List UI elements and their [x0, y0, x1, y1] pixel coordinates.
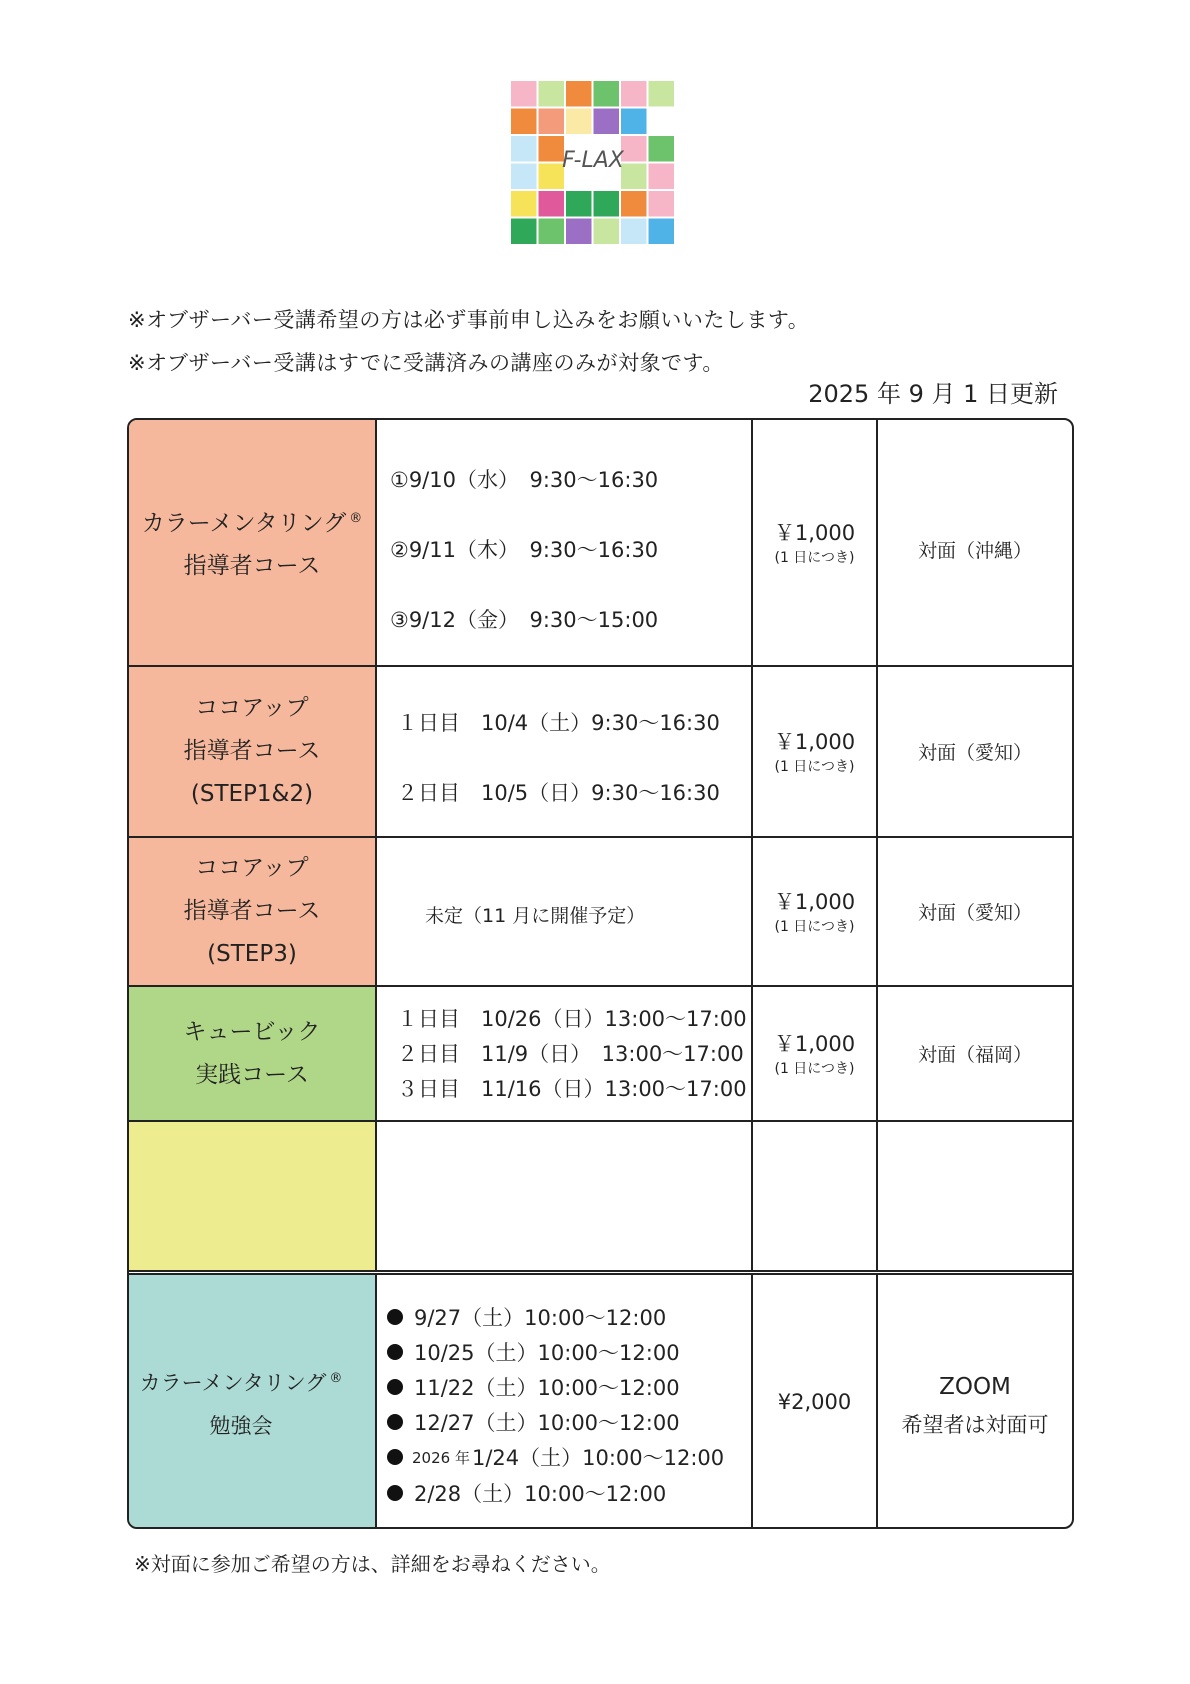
logo-tile	[539, 191, 565, 217]
logo-tile	[539, 136, 565, 162]
bullet-icon	[387, 1485, 403, 1501]
session-date: ３日目 11/16（日）13:00〜17:00	[397, 1077, 747, 1101]
logo-tile	[511, 191, 537, 217]
logo-text: F-LAX	[562, 148, 624, 173]
logo-tile	[621, 219, 647, 245]
session-date: ③9/12（金） 9:30〜15:00	[390, 608, 659, 632]
session-date: １日目 10/4（土）9:30〜16:30	[397, 711, 720, 735]
logo-tile	[594, 219, 620, 245]
course-name-cell	[129, 1122, 377, 1270]
logo-tile	[594, 109, 620, 135]
course-name-line: キュービック	[183, 1018, 321, 1045]
notice-observer-eligibility: ※オブザーバー受講はすでに受講済みの講座のみが対象です。	[128, 351, 724, 375]
list-item	[387, 1369, 724, 1404]
bullet-icon	[387, 1449, 403, 1465]
course-name-line: ココアップ	[195, 695, 309, 721]
logo-tile	[566, 109, 592, 135]
flax-logo	[510, 80, 675, 245]
logo-tile	[539, 81, 565, 107]
price-cell	[753, 667, 878, 836]
price-cell	[753, 987, 878, 1120]
session-dates-cell	[377, 667, 753, 836]
table-row	[129, 1270, 1072, 1529]
price: ￥1,000	[773, 889, 856, 914]
logo-tile	[511, 164, 537, 190]
table-row	[129, 1120, 1072, 1270]
price: ￥1,000	[773, 520, 856, 545]
logo-tile	[511, 219, 537, 245]
session-date: 2/28（土）10:00〜12:00	[414, 1481, 667, 1506]
venue: 対面（沖縄）	[917, 540, 1032, 562]
price-note: (1 日につき)	[774, 549, 855, 566]
logo-tile	[649, 219, 675, 245]
logo-tile	[621, 109, 647, 135]
venue: 対面（福岡）	[917, 1044, 1032, 1066]
session-date: 未定（11 月に開催予定）	[425, 905, 646, 927]
session-date: ①9/10（水） 9:30〜16:30	[390, 468, 659, 492]
list-item	[387, 1334, 724, 1369]
logo-tile	[566, 81, 592, 107]
logo-tile	[566, 219, 592, 245]
logo-tile	[511, 109, 537, 135]
logo-tile	[621, 136, 647, 162]
session-date: 9/27（土）10:00〜12:00	[414, 1305, 667, 1330]
bullet-icon	[387, 1379, 403, 1395]
venue: 対面（愛知）	[917, 902, 1032, 924]
logo-tile	[511, 136, 537, 162]
price-cell	[753, 1122, 878, 1270]
bullet-icon	[387, 1309, 403, 1325]
logo-tile	[594, 81, 620, 107]
logo-tile	[539, 219, 565, 245]
price: ￥1,000	[773, 1031, 856, 1056]
venue-note: 希望者は対面可	[901, 1413, 1049, 1437]
logo-tile	[539, 109, 565, 135]
session-date: ２日目 11/9（日） 13:00〜17:00	[397, 1042, 744, 1066]
course-name-line: 指導者コース	[183, 738, 321, 764]
table-row	[129, 985, 1072, 1120]
course-name-line: カラーメンタリング	[141, 510, 347, 537]
logo-tile	[539, 164, 565, 190]
logo-tile	[511, 81, 537, 107]
course-name-line: (STEP3)	[207, 941, 297, 967]
session-year: 2026 年	[412, 1448, 470, 1467]
registered-mark: ®	[349, 510, 363, 526]
course-name-cell	[129, 420, 377, 665]
venue-cell	[878, 667, 1072, 836]
course-name-line: 指導者コース	[183, 898, 321, 924]
price-note: (1 日につき)	[774, 1060, 855, 1077]
table-row	[129, 420, 1072, 665]
list-item	[387, 1475, 724, 1510]
price-cell	[753, 838, 878, 985]
logo-tile	[621, 191, 647, 217]
venue-cell	[878, 1275, 1072, 1529]
session-date: 11/22（土）10:00〜12:00	[414, 1375, 680, 1400]
bullet-icon	[387, 1414, 403, 1430]
venue-cell	[878, 987, 1072, 1120]
session-date: ②9/11（木） 9:30〜16:30	[390, 538, 659, 562]
course-name-line: 勉強会	[209, 1413, 273, 1438]
logo-tile	[621, 164, 647, 190]
venue-cell	[878, 838, 1072, 985]
session-dates-cell	[377, 420, 753, 665]
session-dates-cell	[377, 1122, 753, 1270]
venue-cell	[878, 1122, 1072, 1270]
session-date: ２日目 10/5（日）9:30〜16:30	[397, 781, 720, 805]
logo-tile	[566, 191, 592, 217]
price: ￥1,000	[773, 729, 856, 754]
logo-tile	[649, 136, 675, 162]
session-date: １日目 10/26（日）13:00〜17:00	[397, 1007, 747, 1031]
session-date: 10/25（土）10:00〜12:00	[414, 1340, 680, 1365]
session-date: 12/27（土）10:00〜12:00	[414, 1411, 680, 1436]
list-item	[387, 1299, 724, 1334]
venue: ZOOM	[939, 1374, 1011, 1400]
venue: 対面（愛知）	[917, 742, 1032, 764]
course-name-line: ココアップ	[195, 855, 309, 881]
list-item	[387, 1440, 724, 1475]
course-name-line: (STEP1&2)	[190, 781, 314, 807]
table-row	[129, 665, 1072, 836]
price-cell	[753, 1275, 878, 1529]
logo-tile	[594, 191, 620, 217]
logo-tile	[649, 191, 675, 217]
course-name-line: 指導者コース	[183, 553, 321, 580]
table-row	[129, 836, 1072, 985]
course-name-line: 実践コース	[195, 1061, 309, 1088]
logo-tile	[621, 81, 647, 107]
updated-date: 2025 年 9 月 1 日更新	[808, 380, 1058, 408]
session-date: 1/24（土）10:00〜12:00	[471, 1446, 725, 1471]
price: ¥2,000	[777, 1390, 852, 1414]
course-name-line: カラーメンタリング	[139, 1370, 327, 1395]
notice-advance-application: ※オブザーバー受講希望の方は必ず事前申し込みをお願いいたします。	[128, 308, 810, 332]
price-cell	[753, 420, 878, 665]
session-dates-cell	[377, 1275, 753, 1529]
session-dates-cell	[377, 838, 753, 985]
course-schedule-table	[127, 418, 1074, 1529]
course-name-cell	[129, 1275, 377, 1529]
course-name-cell	[129, 667, 377, 836]
session-dates-cell	[377, 987, 753, 1120]
venue-cell	[878, 420, 1072, 665]
price-note: (1 日につき)	[774, 758, 855, 775]
course-name-cell	[129, 838, 377, 985]
course-name-cell	[129, 987, 377, 1120]
footnote: ※対面に参加ご希望の方は、詳細をお尋ねください。	[134, 1552, 611, 1576]
logo-tile	[649, 109, 675, 135]
bullet-icon	[387, 1344, 403, 1360]
registered-mark: ®	[329, 1370, 343, 1386]
price-note: (1 日につき)	[774, 918, 855, 935]
list-item	[387, 1405, 724, 1440]
logo-tile	[649, 81, 675, 107]
logo-tile	[649, 164, 675, 190]
